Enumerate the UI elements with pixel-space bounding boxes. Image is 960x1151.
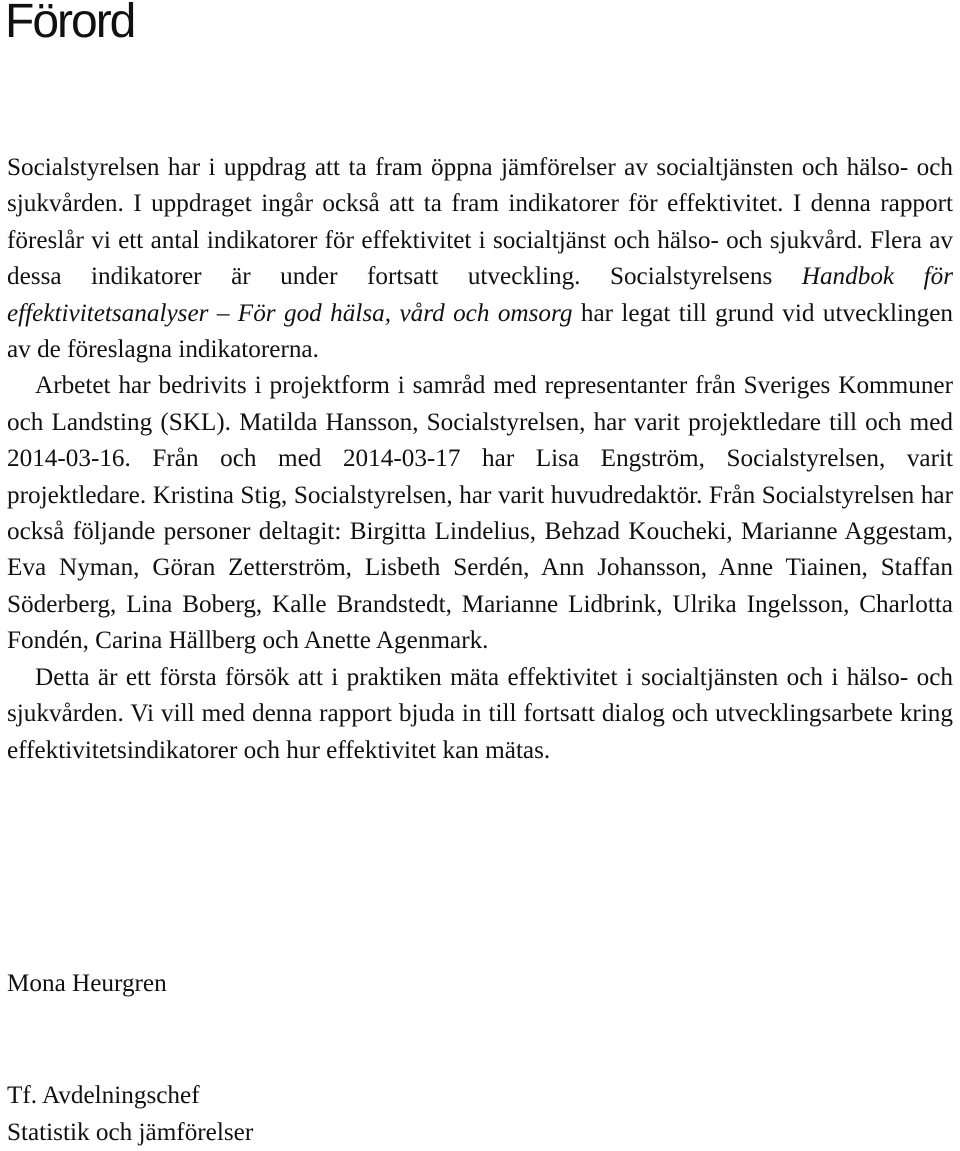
paragraph-intro-text-before: Socialstyrelsen har i uppdrag att ta fram öppna jämförelser av socialtjänsten och hälso- och sjukvården. I uppdraget ingår också att ta fram indikatorer för effektivitet. I denna rapport föreslår vi ett antal indikatorer för effektivitet i socialtjänst och hälso- och sjukvård. Flera av dessa indikatorer är under fortsatt utveckling. Socialstyrelsens [7, 154, 953, 291]
paragraph-closing: Detta är ett första försök att i praktiken mäta effektivitet i socialtjänsten och i hälso- och sjukvården. Vi vill med denna rapport bjuda in till fortsatt dialog och utvecklingsarbete kring effektivitetsindikatorer och hur effektivitet kan mätas. [7, 663, 953, 764]
paragraph-intro [7, 150, 953, 368]
signature-title: Tf. Avdelningschef [7, 1082, 200, 1109]
signature-name: Mona Heurgren [7, 970, 167, 997]
document-body [7, 150, 953, 769]
paragraph-project: Arbetet har bedrivits i projektform i samråd med representanter från Sveriges Kommuner och Landsting (SKL). Matilda Hansson, Socialstyrelsen, har varit projektledare till och med 2014-03-16. Från och med 2014-03-17 har Lisa Engström, Socialstyrelsen, varit projektledare. Kristina Stig, Socialstyrelsen, har varit huvudredaktör. Från Socialstyrelsen har också följande personer deltagit: Birgitta Lindelius, Behzad Koucheki, Marianne Aggestam, Eva Nyman, Göran Zetterström, Lisbeth Serdén, Ann Johansson, Anne Tiainen, Staffan Söderberg, Lina Boberg, Kalle Brandstedt, Marianne Lidbrink, Ulrika Ingelsson, Charlotta Fondén, Carina Hällberg och Anette Agenmark. [7, 372, 953, 655]
paragraph-intro-text-after: har legat till grund vid utvecklingen av de föreslagna indikatorerna. [7, 299, 953, 364]
page-title: Förord [5, 0, 135, 48]
signature-department: Statistik och jämförelser [7, 1119, 254, 1146]
handbook-title: Handbok för effektivitetsanalyser – För god hälsa, vård och omsorg [7, 263, 954, 327]
